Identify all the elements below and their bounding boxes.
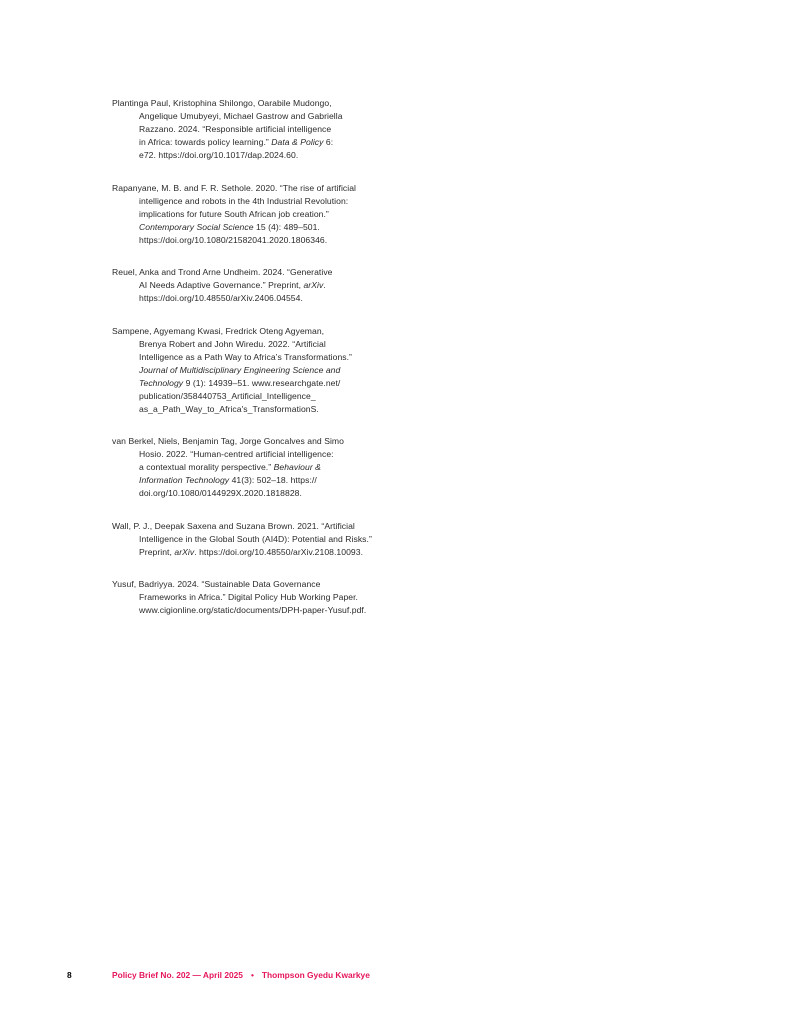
reference-text: Sampene, Agyemang Kwasi, Fredrick Oteng Agyeman, [112,325,325,336]
reference-line [112,435,402,448]
reference-text: intelligence and robots in the 4th Industrial Revolution: [139,195,349,206]
reference-text: https://doi.org/10.1080/21582041.2020.1806346. [139,234,328,245]
reference-text: Preprint, [139,546,175,557]
reference-text: doi.org/10.1080/0144929X.2020.1818828. [139,488,302,498]
reference-text: Razzano. 2024. “Responsible artificial intelligence [139,124,332,134]
reference-line [139,461,402,474]
reference-line [139,448,402,461]
reference-text: Rapanyane, M. B. and F. R. Sethole. 2020. “The rise of artificial [112,182,356,193]
reference-line [112,325,402,338]
reference-line [139,604,402,617]
reference-text: Angelique Umubyeyi, Michael Gastrow and Gabriella [139,111,343,121]
italic-title: Information Technology [139,475,230,485]
reference-line [139,403,402,416]
publication-title: Policy Brief No. 202 — April 2025 [112,970,243,980]
reference-line [139,338,402,351]
reference-text: publication/358440753_Artificial_Intelligence_ [139,390,316,401]
reference-text: https://doi.org/10.48550/arXiv.2406.04554. [139,293,303,303]
reference-text: Intelligence as a Path Way to Africa’s Transformations.” [139,351,352,362]
footer-publication-line [112,969,370,981]
reference-text: e72. https://doi.org/10.1017/dap.2024.60. [139,150,299,160]
italic-title: Technology [139,377,184,388]
reference-line [139,279,402,292]
reference-line [139,136,402,149]
reference-entry [112,520,402,559]
italic-title: Journal of Multidisciplinary Engineering Science and [139,364,341,375]
reference-line [139,195,402,208]
author-name: Thompson Gyedu Kwarkye [261,970,370,980]
reference-text: van Berkel, Niels, Benjamin Tag, Jorge Goncalves and Simo [112,436,344,446]
reference-text: a contextual morality perspective.” [139,462,274,472]
reference-text: 41(3): 502–18. https:// [229,475,317,485]
reference-text: AI Needs Adaptive Governance.” Preprint, [139,280,304,290]
reference-text: Reuel, Anka and Trond Arne Undheim. 2024. “Generative [112,267,333,277]
reference-text: . https://doi.org/10.48550/arXiv.2108.10093. [194,546,364,557]
reference-text: implications for future South African job creation.” [139,208,329,219]
reference-line [139,351,402,364]
reference-text: 6: [323,137,334,147]
reference-text: Brenya Robert and John Wiredu. 2022. “Artificial [139,338,326,349]
reference-line [139,364,402,377]
reference-line [139,390,402,403]
reference-line [139,533,402,546]
italic-title: Data & Policy [271,137,324,147]
reference-entry [112,182,402,247]
reference-text: Wall, P. J., Deepak Saxena and Suzana Brown. 2021. “Artificial [112,520,355,531]
reference-line [112,520,402,533]
reference-text: in Africa: towards policy learning.” [139,137,272,147]
reference-line [139,123,402,136]
reference-line [139,208,402,221]
reference-text: . [323,280,326,290]
reference-entry [112,578,402,617]
reference-text: www.cigionline.org/static/documents/DPH-paper-Yusuf.pdf. [139,605,367,615]
italic-title: arXiv [303,280,324,290]
reference-line [139,474,402,487]
reference-line [112,266,402,279]
reference-line [139,591,402,604]
reference-text: 9 (1): 14939–51. www.researchgate.net/ [183,377,341,388]
reference-line [139,110,402,123]
page-number: 8 [67,970,72,980]
reference-line [139,149,402,162]
reference-entry [112,325,402,416]
reference-text: Yusuf, Badriyya. 2024. “Sustainable Data Governance [112,579,321,589]
reference-line [112,578,402,591]
reference-entry [112,266,402,305]
reference-text: Plantinga Paul, Kristophina Shilongo, Oarabile Mudongo, [112,98,332,108]
reference-line [112,182,402,195]
reference-line [112,97,402,110]
reference-entry [112,435,402,500]
reference-entry [112,97,402,162]
italic-title: Behaviour & [273,462,321,472]
reference-line [139,546,402,559]
reference-list [112,97,402,637]
reference-line [139,292,402,305]
reference-text: 15 (4): 489–501. [253,221,320,232]
italic-title: Contemporary Social Science [139,221,254,232]
reference-line [139,377,402,390]
reference-line [139,487,402,500]
reference-line [139,221,402,234]
reference-text: Intelligence in the Global South (AI4D): Potential and Risks.” [139,533,372,544]
italic-title: arXiv [174,546,195,557]
bullet-separator: • [250,970,254,980]
reference-text: Hosio. 2022. “Human-centred artificial intelligence: [139,449,334,459]
reference-text: as_a_Path_Way_to_Africa's_TransformationS. [139,403,319,414]
reference-text: Frameworks in Africa.” Digital Policy Hub Working Paper. [139,592,358,602]
reference-line [139,234,402,247]
